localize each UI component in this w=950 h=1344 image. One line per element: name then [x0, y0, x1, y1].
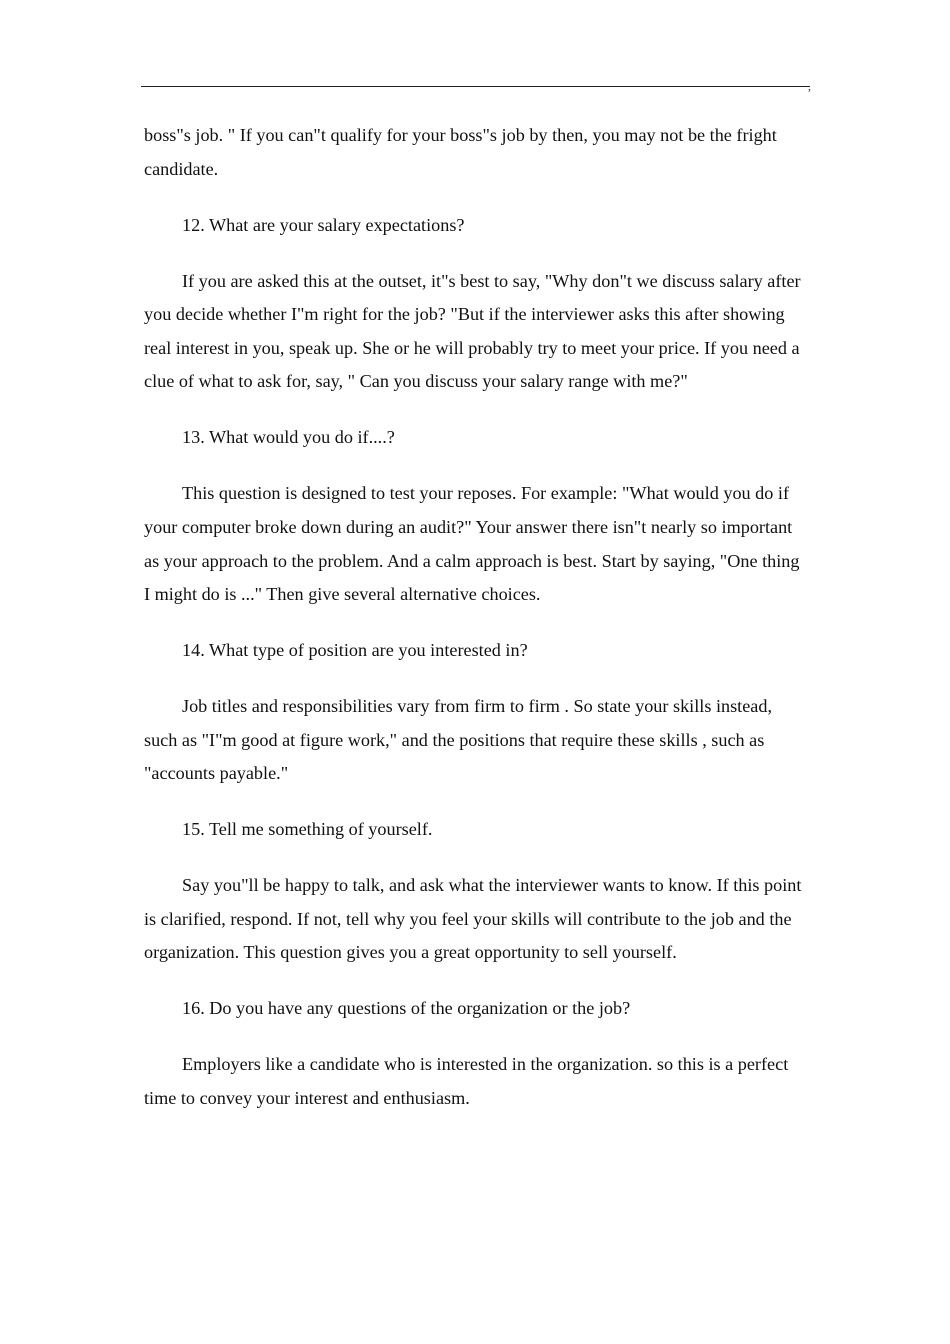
question-15: 15. Tell me something of yourself.: [182, 819, 433, 840]
answer-15: Say you"ll be happy to talk, and ask what the interviewer wants to know. If this point is clarified, respond. If not, tell why you feel your skills will contribute to the job and the organization. This question gives you a great opportunity to sell yourself.: [144, 875, 802, 963]
document-body: [144, 119, 808, 1138]
answer-16: Employers like a candidate who is interested in the organization. so this is a perfect time to convey your interest and enthusiasm.: [144, 1054, 789, 1108]
question-14: 14. What type of position are you interested in?: [182, 640, 528, 661]
question-13: 13. What would you do if....?: [182, 427, 395, 448]
question-16: 16. Do you have any questions of the organization or the job?: [182, 998, 631, 1019]
paragraph-continuation: boss"s job. " If you can"t qualify for your boss"s job by then, you may not be the fright candidate.: [144, 125, 777, 179]
answer-12: If you are asked this at the outset, it"s best to say, "Why don"t we discuss salary after you decide whether I"m right for the job? "But if the interviewer asks this after showing real interest in you, speak up. She or he will probably try to meet your price. If you need a clue of what to ask for, say, " Can you discuss your salary range with me?": [144, 270, 801, 392]
header-corner-mark: ,: [808, 79, 811, 93]
answer-13: This question is designed to test your reposes. For example: "What would you do if your computer broke down during an audit?" Your answer there isn"t nearly so important as your approach to the problem. And a calm approach is best. Start by saying, "One thing I might do is ..." Then give several alternative choices.: [144, 483, 800, 605]
answer-14: Job titles and responsibilities vary from firm to firm . So state your skills instead, such as "I"m good at figure work," and the positions that require these skills , such as "accounts payable.": [144, 696, 773, 784]
question-12: 12. What are your salary expectations?: [182, 214, 465, 235]
header-rule: [141, 86, 810, 87]
